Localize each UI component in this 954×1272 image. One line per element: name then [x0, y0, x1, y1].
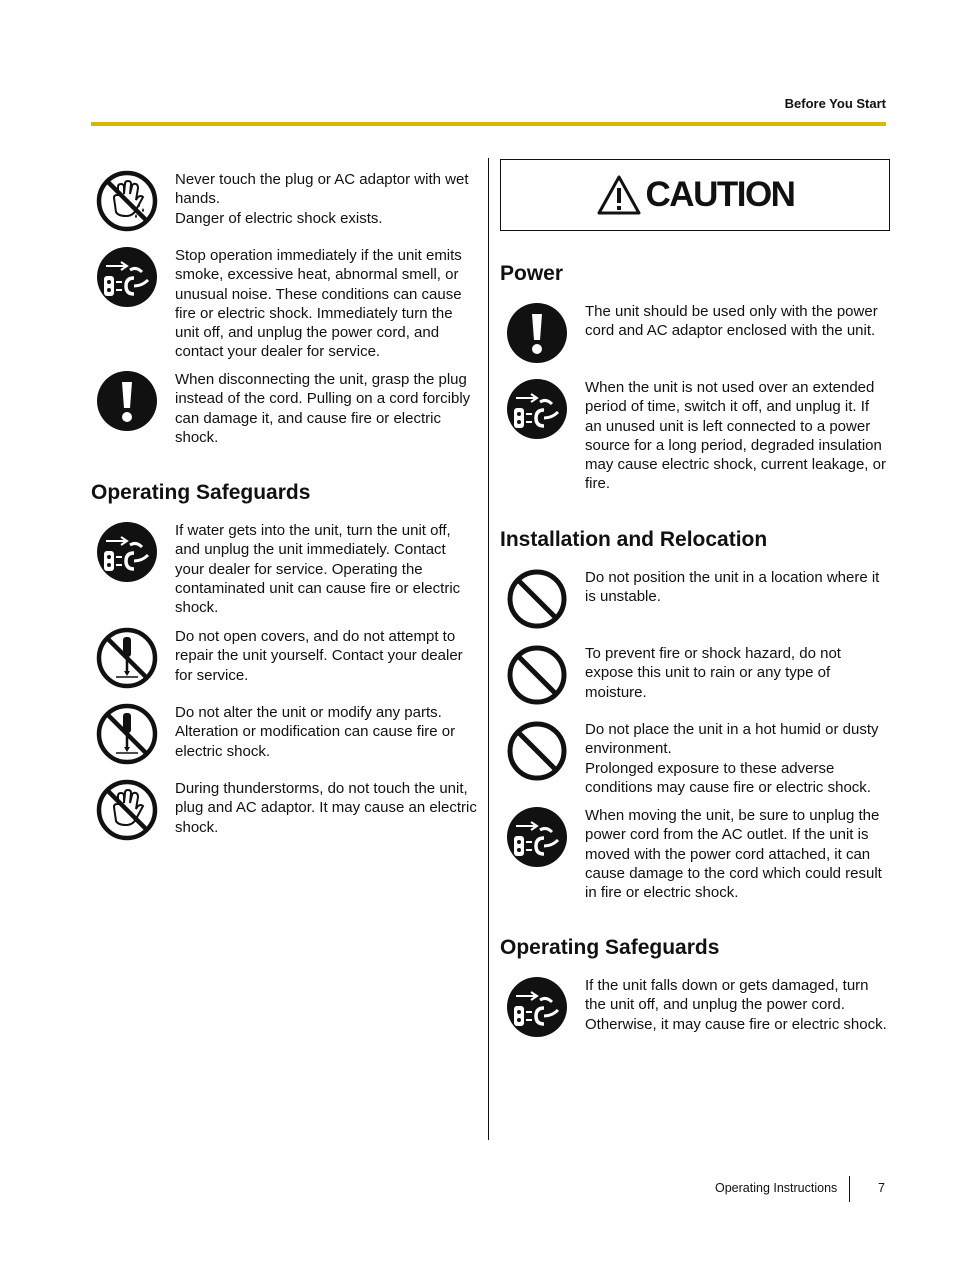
no-disassembly-icon: [96, 627, 158, 689]
caution-item: [506, 976, 887, 1038]
footer-divider: [849, 1176, 850, 1202]
header-rule: [91, 122, 886, 126]
prohibition-icon: [506, 720, 568, 782]
unplug-icon: [506, 976, 568, 1038]
warning-item: [96, 779, 477, 841]
unplug-icon: [96, 246, 158, 308]
caution-text: Do not position the unit in a location where it is unstable.: [585, 569, 880, 606]
caution-text: Do not place the unit in a hot humid or dusty environment. Prolonged exposure to these adverse conditions may cause fire or electric shock.: [585, 721, 879, 796]
caution-item: [506, 568, 887, 630]
section-heading: Installation and Relocation: [500, 528, 768, 551]
warning-text: Stop operation immediately if the unit emits smoke, excessive heat, abnormal smell, or unusual noise. These conditions can cause fire or electric shock. Immediately turn the unit off, and unplug the power cord, and contact your dealer for service.: [175, 247, 462, 361]
warning-triangle-icon: [596, 174, 642, 216]
warning-item: [96, 370, 477, 447]
caution-item: [506, 806, 887, 902]
mandatory-icon: [506, 302, 568, 364]
warning-item: [96, 703, 477, 765]
warning-text: During thunderstorms, do not touch the unit, plug and AC adaptor. It may cause an electric shock.: [175, 780, 477, 836]
no-wet-hands-icon: [96, 170, 158, 232]
caution-banner: [500, 159, 890, 231]
caution-text: When the unit is not used over an extended period of time, switch it off, and unplug it. If an unused unit is left connected to a power source for a long period, degraded insulation may cause electric shock, current leakage, or fire.: [585, 379, 886, 493]
caution-item: [506, 302, 887, 364]
warning-text: When disconnecting the unit, grasp the plug instead of the cord. Pulling on a cord forcibly can damage it, and cause fire or electric shock.: [175, 371, 471, 446]
footer-label: Operating Instructions: [715, 1181, 838, 1195]
caution-text: When moving the unit, be sure to unplug the power cord from the AC outlet. If the unit is moved with the power cord attached, it can cause damage to the cord which could result in fire or electric shock.: [585, 807, 882, 902]
warning-text: Do not alter the unit or modify any parts. Alteration or modification can cause fire or electric shock.: [175, 704, 456, 760]
caution-item: [506, 720, 887, 797]
warning-text: Never touch the plug or AC adaptor with wet hands. Danger of electric shock exists.: [175, 171, 469, 227]
section-heading: Operating Safeguards: [500, 936, 720, 959]
section-heading: Operating Safeguards: [91, 481, 311, 504]
no-disassembly-icon: [96, 703, 158, 765]
do-not-touch-icon: [96, 779, 158, 841]
caution-label: CAUTION: [645, 175, 795, 214]
caution-text: The unit should be used only with the power cord and AC adaptor enclosed with the unit.: [585, 303, 878, 340]
prohibition-icon: [506, 644, 568, 706]
header-section-title: Before You Start: [784, 96, 886, 111]
unplug-icon: [506, 806, 568, 868]
warning-text: Do not open covers, and do not attempt to repair the unit yourself. Contact your dealer for service.: [175, 628, 463, 684]
caution-text: To prevent fire or shock hazard, do not expose this unit to rain or any type of moisture.: [585, 645, 841, 701]
page-number: 7: [878, 1181, 885, 1195]
unplug-icon: [96, 521, 158, 583]
caution-item: [506, 644, 887, 706]
mandatory-icon: [96, 370, 158, 432]
prohibition-icon: [506, 568, 568, 630]
unplug-icon: [506, 378, 568, 440]
section-heading: Power: [500, 262, 564, 285]
warning-item: [96, 246, 477, 362]
caution-item: [506, 378, 887, 494]
warning-item: [96, 627, 477, 689]
warning-item: [96, 170, 477, 232]
warning-text: If water gets into the unit, turn the unit off, and unplug the unit immediately. Contact your dealer for service. Operating the contaminated unit can cause fire or electric shock.: [175, 522, 461, 617]
caution-text: If the unit falls down or gets damaged, turn the unit off, and unplug the power cord. Otherwise, it may cause fire or electric shock.: [585, 977, 887, 1033]
column-divider: [488, 158, 489, 1140]
warning-item: [96, 521, 477, 617]
